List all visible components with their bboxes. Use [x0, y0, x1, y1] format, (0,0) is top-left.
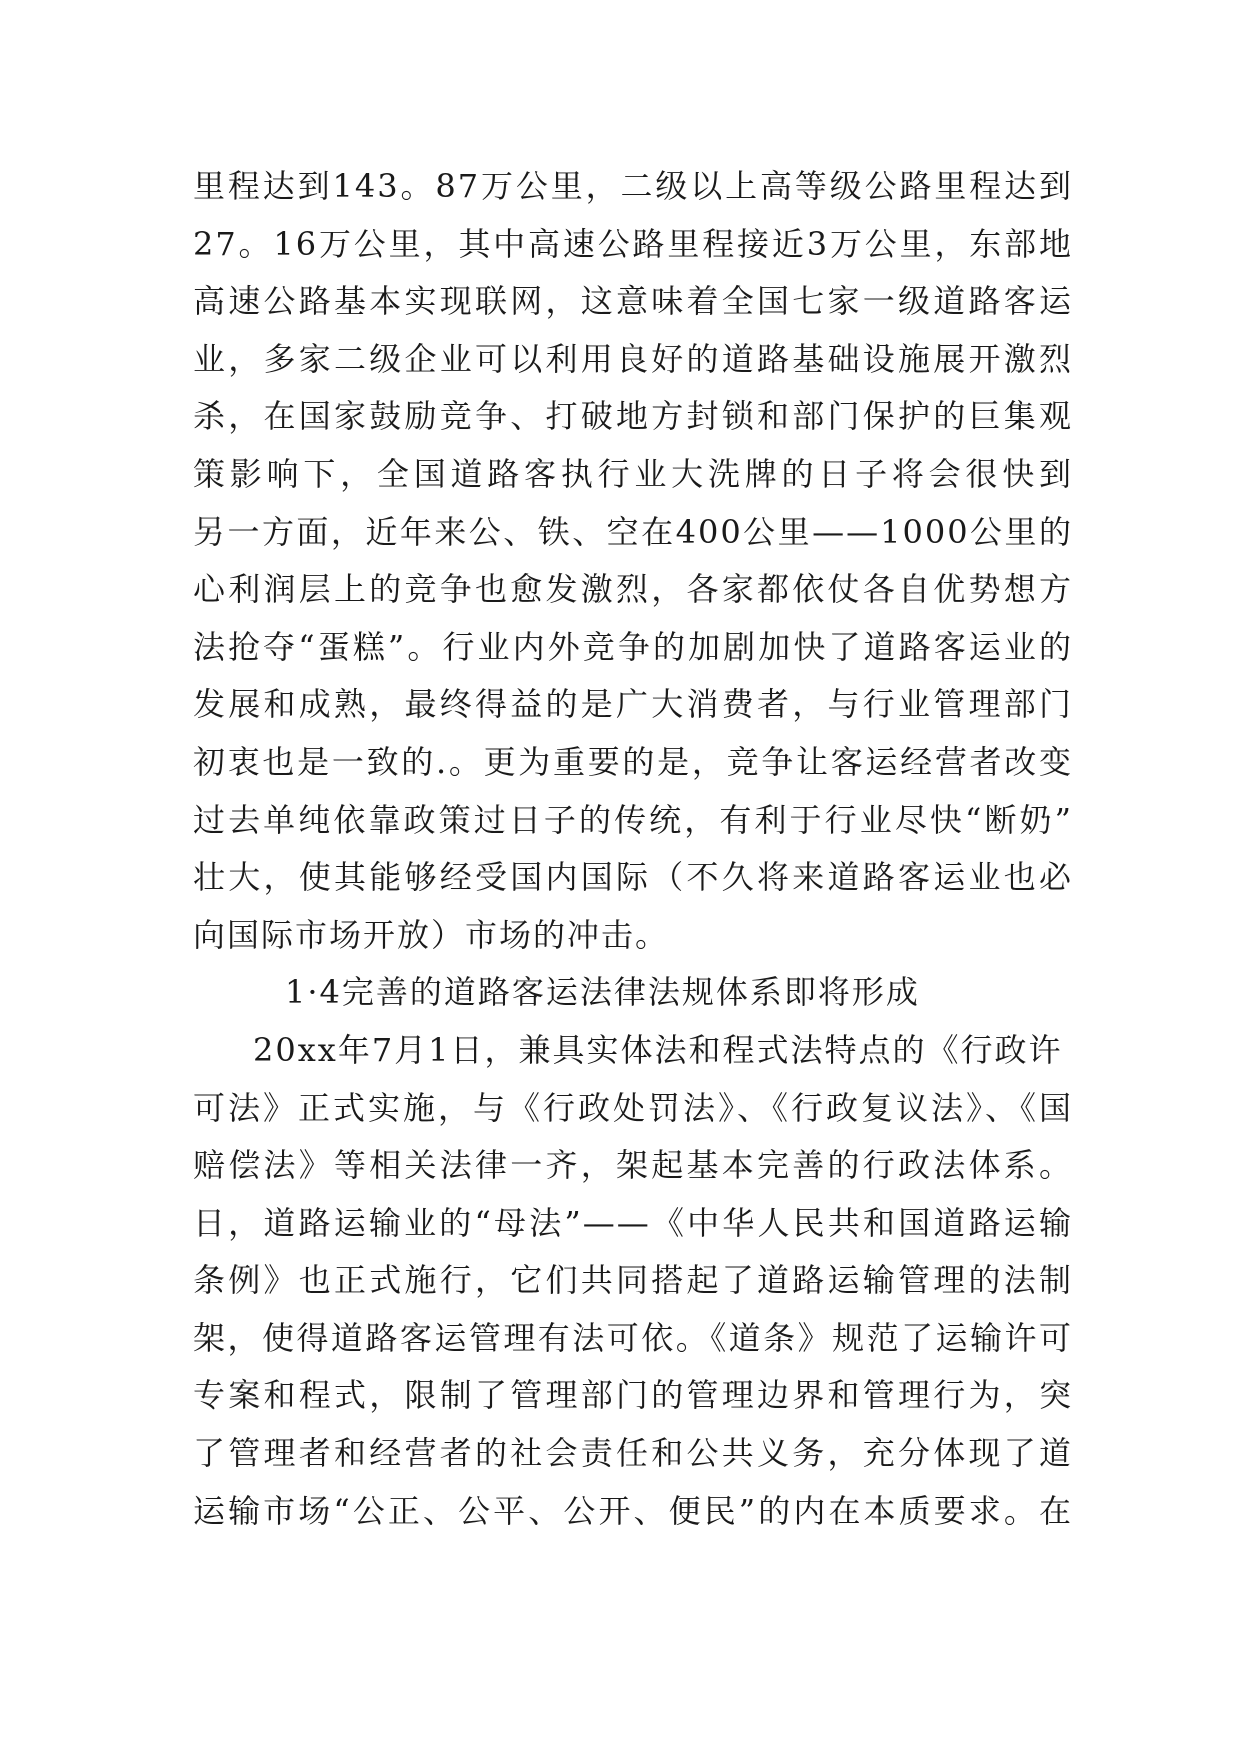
- document-body: [193, 158, 1073, 1540]
- body-line: 法抢夺“蛋糕”。行业内外竞争的加剧加快了道路客运业的: [193, 627, 1073, 666]
- body-line: 发展和成熟，最终得益的是广大消费者，与行业管理部门: [193, 685, 1073, 724]
- body-line: 27。16万公里，其中高速公路里程接近3万公里，东部地: [193, 224, 1073, 263]
- body-line: 杀，在国家鼓励竞争、打破地方封锁和部门保护的巨集观: [193, 397, 1073, 436]
- body-line: 策影响下，全国道路客执行业大洗牌的日子将会很快到: [193, 454, 1073, 493]
- body-line: 业，多家二级企业可以利用良好的道路基础设施展开激烈: [193, 339, 1073, 378]
- body-line: 赔偿法》等相关法律一齐，架起基本完善的行政法体系。: [193, 1146, 1073, 1185]
- body-line: 架，使得道路客运管理有法可依。《道条》规范了运输许可: [193, 1318, 1073, 1357]
- body-line: 另一方面，近年来公、铁、空在400公里——1000公里的: [193, 512, 1073, 551]
- body-line: 过去单纯依靠政策过日子的传统，有利于行业尽快“断奶”: [193, 800, 1073, 839]
- body-line: 心利润层上的竞争也愈发激烈，各家都依仗各自优势想方: [193, 570, 1073, 609]
- body-line: 可法》正式实施，与《行政处罚法》、《行政复议法》、《国: [193, 1088, 1073, 1127]
- body-line: 向国际市场开放）市场的冲击。: [193, 915, 670, 954]
- body-line: 20xx年7月1日，兼具实体法和程式法特点的《行政许: [253, 1030, 1063, 1069]
- body-line: 条例》也正式施行，它们共同搭起了道路运输管理的法制: [193, 1261, 1073, 1300]
- body-line: 专案和程式，限制了管理部门的管理边界和管理行为，突: [193, 1376, 1073, 1415]
- body-line: 壮大，使其能够经受国内国际（不久将来道路客运业也必: [193, 858, 1073, 897]
- section-heading: 1·4完善的道路客运法律法规体系即将形成: [285, 973, 920, 1012]
- body-line: 了管理者和经营者的社会责任和公共义务，充分体现了道: [193, 1434, 1073, 1473]
- body-line: 运输市场“公正、公平、公开、便民”的内在本质要求。在: [193, 1491, 1073, 1530]
- body-line: 日，道路运输业的“母法”——《中华人民共和国道路运输: [193, 1203, 1073, 1242]
- body-line: 初衷也是一致的.。更为重要的是，竞争让客运经营者改变: [193, 742, 1073, 781]
- body-line: 里程达到143。87万公里，二级以上高等级公路里程达到: [193, 167, 1073, 205]
- body-line: 高速公路基本实现联网，这意味着全国七家一级道路客运: [193, 282, 1073, 321]
